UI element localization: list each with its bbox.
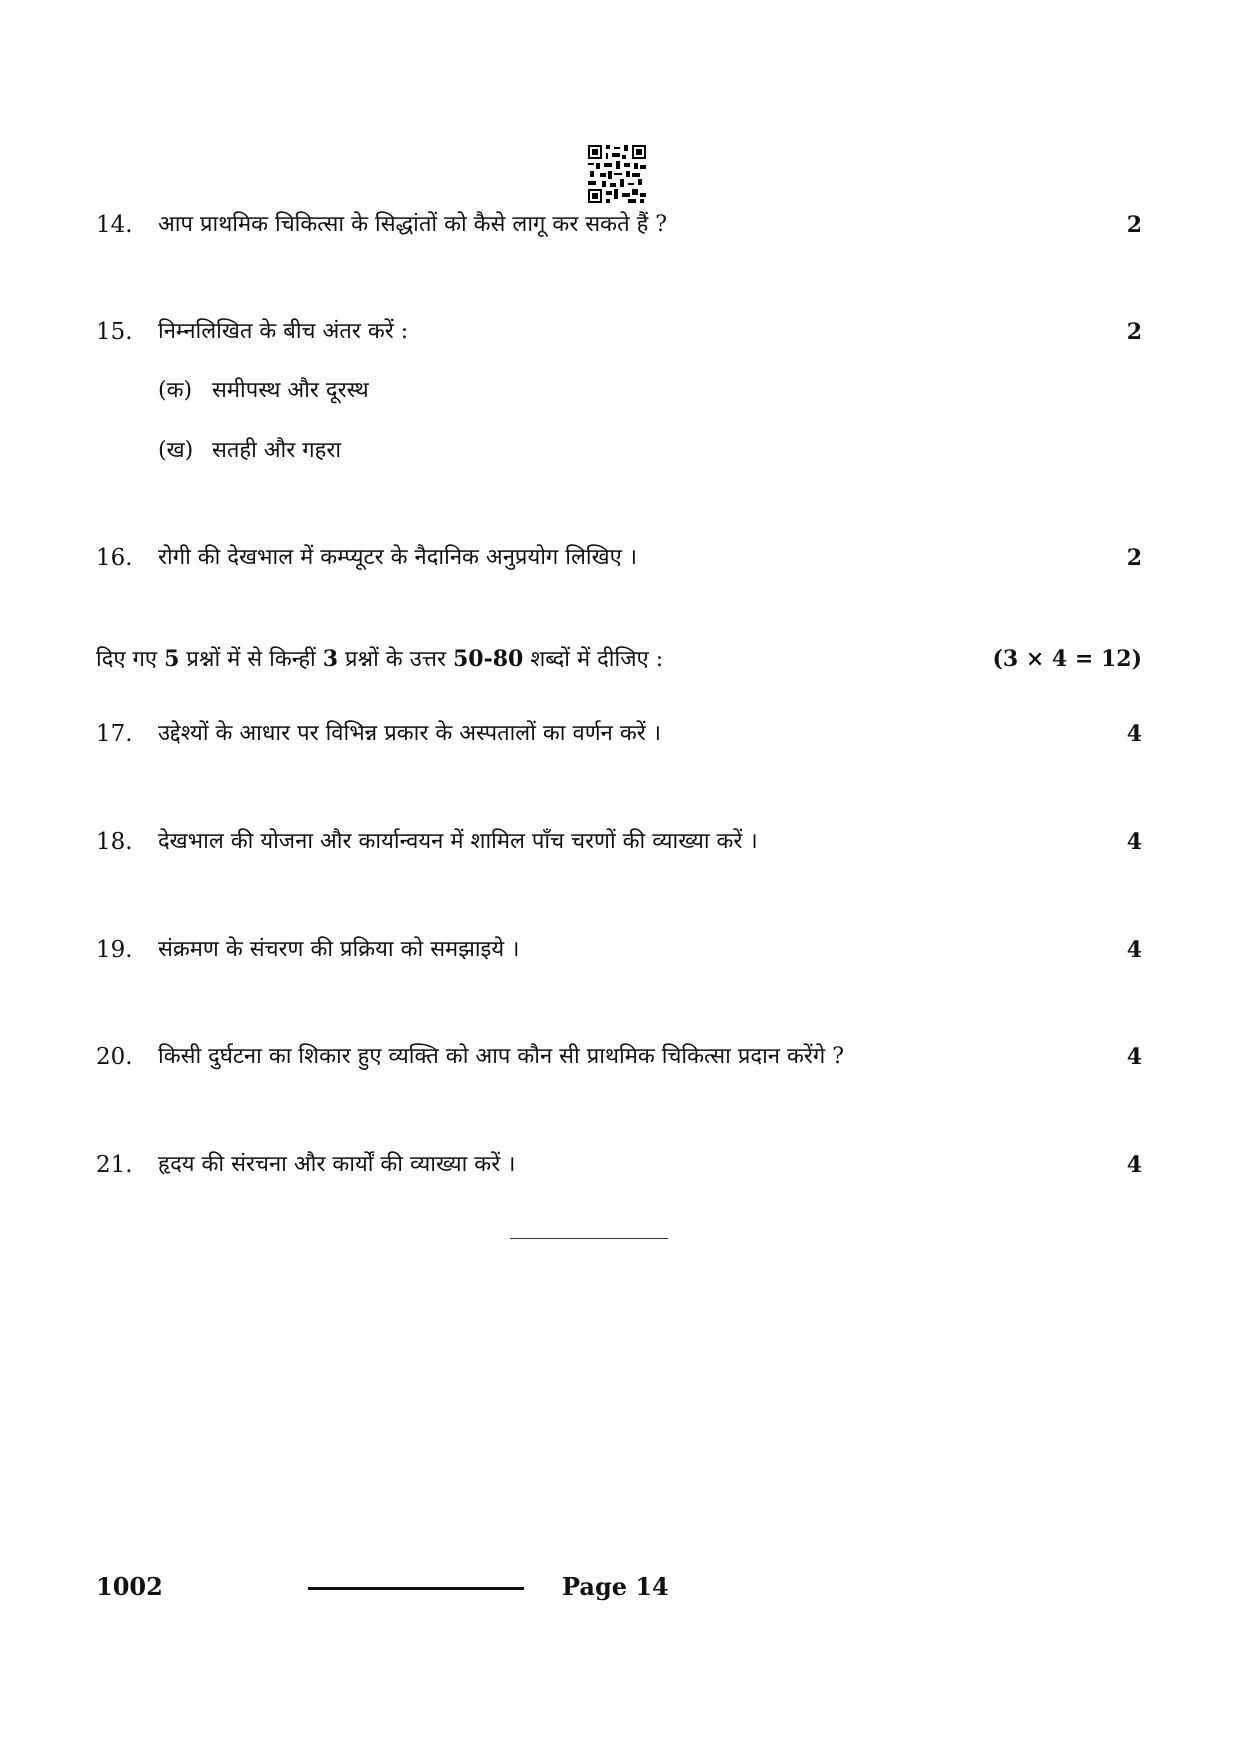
question-text: हृदय की संरचना और कार्यों की व्याख्या करें ।: [158, 1152, 516, 1177]
question-text: आप प्राथमिक चिकित्सा के सिद्धांतों को कैसे लागू कर सकते हैं ?: [158, 212, 668, 237]
question-text: देखभाल की योजना और कार्यान्वयन में शामिल पाँच चरणों की व्याख्या करें ।: [158, 829, 758, 854]
question-21: [96, 1147, 1142, 1183]
page-number: Page 14: [562, 1572, 669, 1601]
question-marks: 4: [1126, 1044, 1142, 1070]
question-number: 20.: [96, 1044, 133, 1070]
question-20: [96, 1039, 1142, 1075]
section-instruction: [96, 641, 1142, 677]
question-17: [96, 716, 1142, 752]
qr-code: [588, 145, 646, 203]
question-marks: 2: [1126, 545, 1142, 571]
sub-question-ka: [158, 373, 369, 409]
footer-divider: [308, 1587, 524, 1590]
question-number: 21.: [96, 1152, 133, 1178]
sub-question-text: समीपस्थ और दूरस्थ: [212, 378, 369, 403]
paper-code: 1002: [96, 1572, 163, 1601]
question-number: 15.: [96, 319, 133, 345]
question-text: उद्देश्यों के आधार पर विभिन्न प्रकार के अस्पतालों का वर्णन करें ।: [158, 721, 662, 746]
question-15: [96, 314, 1142, 350]
sub-question-text: सतही और गहरा: [212, 438, 342, 463]
instruction-text: दिए गए 5 प्रश्नों में से किन्हीं 3 प्रश्नों के उत्तर 50-80 शब्दों में दीजिए :: [96, 646, 664, 672]
question-number: 18.: [96, 829, 133, 855]
question-number: 19.: [96, 937, 133, 963]
section-end-divider: [510, 1238, 668, 1239]
question-text: निम्नलिखित के बीच अंतर करें :: [158, 319, 409, 344]
sub-question-label: (ख): [158, 438, 194, 463]
question-16: [96, 540, 1142, 576]
question-14: [96, 207, 1142, 243]
question-text: किसी दुर्घटना का शिकार हुए व्यक्ति को आप कौन सी प्राथमिक चिकित्सा प्रदान करेंगे ?: [158, 1044, 845, 1069]
question-number: 14.: [96, 212, 133, 238]
question-number: 16.: [96, 545, 133, 571]
page-footer: [96, 1567, 1142, 1607]
question-marks: 2: [1126, 212, 1142, 238]
question-marks: 4: [1126, 1152, 1142, 1178]
question-marks: 4: [1126, 937, 1142, 963]
sub-question-label: (क): [158, 378, 193, 403]
question-number: 17.: [96, 721, 133, 747]
question-18: [96, 824, 1142, 860]
question-marks: 2: [1126, 319, 1142, 345]
question-text: रोगी की देखभाल में कम्प्यूटर के नैदानिक अनुप्रयोग लिखिए ।: [158, 545, 638, 570]
question-marks: 4: [1126, 721, 1142, 747]
question-text: संक्रमण के संचरण की प्रक्रिया को समझाइये ।: [158, 937, 520, 962]
question-19: [96, 932, 1142, 968]
question-marks: 4: [1126, 829, 1142, 855]
section-marks: (3 × 4 = 12): [992, 646, 1142, 672]
sub-question-kha: [158, 433, 341, 469]
